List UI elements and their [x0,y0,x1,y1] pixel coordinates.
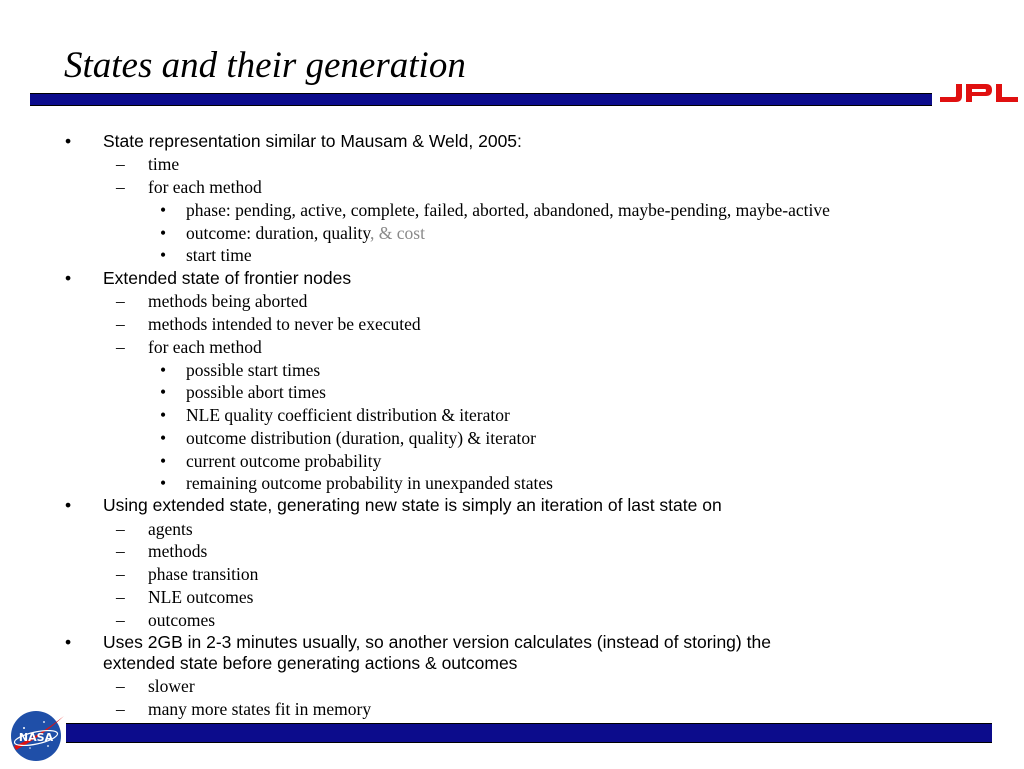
bullet-marker: • [160,360,167,380]
bullet-marker: • [65,495,72,515]
bullet-memory-usage [65,631,771,653]
dash-marker: – [116,541,125,561]
subitem-methods-being-aborted [116,290,308,312]
subitem-text: methods [148,541,208,561]
bullet-extended-state [65,267,352,289]
subsubitem-text: remaining outcome probability in unexpanded states [186,473,553,493]
dash-marker: – [116,699,125,719]
subitem-text: slower [148,676,195,696]
bullet-marker: • [160,382,167,402]
nasa-logo-text: NASA [18,731,54,744]
bullet-marker: • [160,245,167,265]
dash-marker: – [116,177,125,197]
dash-marker: – [116,676,125,696]
subsubitem-text: phase: pending, active, complete, failed, aborted, abandoned, maybe-pending, maybe-active [186,200,830,220]
bullet-marker: • [160,451,167,471]
bullet-marker: • [160,223,167,243]
subitem-text: time [148,154,180,174]
dash-marker: – [116,337,125,357]
subsubitem-text: current outcome probability [186,451,382,471]
subitem-agents [116,518,193,540]
bullet-state-representation [65,130,522,152]
subsubitem-phase [160,199,830,221]
subitem-for-each-method-2 [116,336,262,358]
subitem-never-executed [116,313,421,335]
subitem-time [116,153,180,175]
subitem-text: for each method [148,177,262,197]
subitem-text: methods intended to never be executed [148,314,421,334]
subitem-for-each-method [116,176,262,198]
subitem-methods [116,540,208,562]
subsubitem-text: NLE quality coefficient distribution & iterator [186,405,510,425]
bullet-marker: • [65,131,72,151]
subitem-text: NLE outcomes [148,587,254,607]
dash-marker: – [116,291,125,311]
subsubitem-outcome-distribution [160,427,536,449]
subsubitem-text: outcome distribution (duration, quality) & iterator [186,428,536,448]
subsubitem-current-probability [160,450,382,472]
subsubitem-text: possible start times [186,360,321,380]
subsubitem-nle-quality [160,404,510,426]
bullet-marker: • [65,632,72,652]
subitem-text: methods being aborted [148,291,308,311]
jpl-logo-graphic [936,80,1020,106]
bullet-marker: • [65,268,72,288]
subsubitem-start-times [160,359,321,381]
nasa-meatball-graphic [8,708,66,764]
subsubitem-text: possible abort times [186,382,326,402]
title-underline-bar [30,93,932,106]
bullet-text-line-2: extended state before generating actions & outcomes [103,653,518,673]
bullet-memory-usage-continued [103,652,517,674]
subitem-text: many more states fit in memory [148,699,372,719]
bullet-marker: • [160,428,167,448]
dash-marker: – [116,610,125,630]
nasa-logo [8,708,66,769]
subitem-nle-outcomes [116,586,254,608]
bullet-marker: • [160,473,167,493]
subsubitem-text: start time [186,245,252,265]
bullet-marker: • [160,405,167,425]
subitem-text: outcomes [148,610,216,630]
subitem-text: for each method [148,337,262,357]
jpl-logo [936,80,1020,111]
bullet-text-line-1: Uses 2GB in 2-3 minutes usually, so another version calculates (instead of storing) the [103,632,771,652]
bullet-text: Extended state of frontier nodes [103,268,352,288]
subitem-more-states [116,698,372,720]
dash-marker: – [116,587,125,607]
bullet-marker: • [160,200,167,220]
subsubitem-start-time [160,244,252,266]
subitem-slower [116,675,195,697]
subsubitem-remaining-probability [160,472,553,494]
subsubitem-text: outcome: duration, quality [186,223,371,243]
subitem-outcomes [116,609,216,631]
subitem-phase-transition [116,563,259,585]
dash-marker: – [116,519,125,539]
subsubitem-muted-text: , & cost [370,223,425,243]
dash-marker: – [116,564,125,584]
dash-marker: – [116,154,125,174]
bullet-generating-new-state [65,494,722,516]
subsubitem-abort-times [160,381,326,403]
subsubitem-outcome [160,222,425,244]
subitem-text: phase transition [148,564,259,584]
bullet-text: State representation similar to Mausam & Weld, 2005: [103,131,522,151]
footer-bar [66,723,992,743]
subitem-text: agents [148,519,193,539]
slide-title: States and their generation [64,45,466,86]
dash-marker: – [116,314,125,334]
bullet-text: Using extended state, generating new state is simply an iteration of last state on [103,495,722,515]
